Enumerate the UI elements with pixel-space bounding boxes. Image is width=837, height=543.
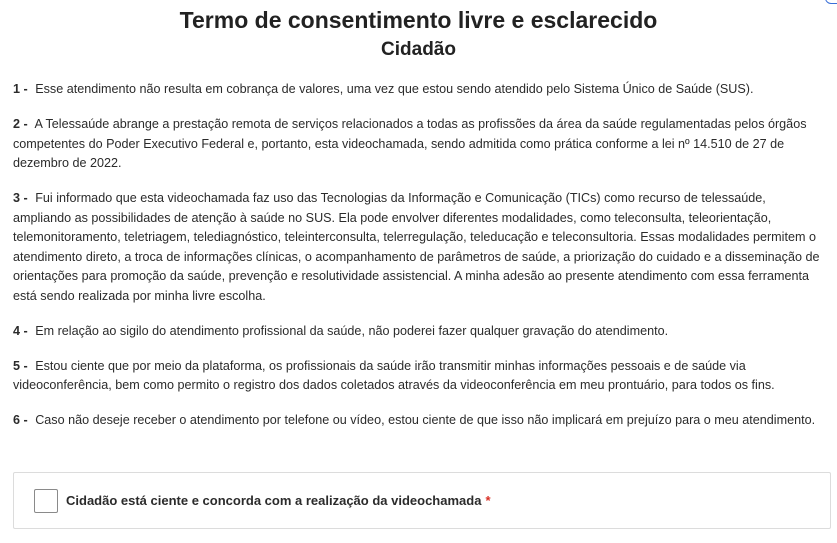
clause-list	[13, 80, 824, 431]
clause-3	[13, 189, 824, 306]
clause-text: A Telessaúde abrange a prestação remota de serviços relacionados a todas as profissões da área da saúde regulamentadas pelos órgãos competentes do Poder Executivo Federal e, portanto, esta videochamada, sendo admitida como prática conforme a lei nº 14.510 de 27 de dezembro de 2022.	[13, 117, 807, 170]
clause-1	[13, 80, 824, 100]
consent-label-text: Cidadão está ciente e concorda com a realização da videochamada	[66, 493, 482, 508]
clause-number: 2 -	[13, 117, 28, 131]
clause-number: 3 -	[13, 191, 28, 205]
clause-4	[13, 322, 824, 342]
clause-text: Em relação ao sigilo do atendimento profissional da saúde, não poderei fazer qualquer gravação do atendimento.	[35, 323, 669, 338]
consent-field	[13, 472, 831, 529]
clause-number: 5 -	[13, 358, 28, 373]
clause-text: Esse atendimento não resulta em cobrança de valores, uma vez que estou sendo atendido pelo Sistema Único de Saúde (SUS).	[35, 82, 754, 96]
partial-icon	[825, 0, 837, 4]
page-title: Termo de consentimento livre e esclarecido	[179, 7, 658, 33]
clause-6	[13, 411, 824, 431]
clause-number: 1 -	[13, 82, 28, 96]
clause-number: 6 -	[13, 413, 28, 427]
clause-5	[13, 357, 824, 396]
page-subtitle: Cidadão	[381, 39, 456, 60]
clause-text: Estou ciente que por meio da plataforma, os profissionais da saúde irão transmitir minhas informações pessoais e de saúde via videoconferência, bem como permito o registro dos dados coletados através da videoconferência em meu prontuário, para todos os fins.	[13, 358, 775, 392]
required-mark: *	[485, 493, 491, 508]
clause-2	[13, 115, 824, 174]
clause-text: Fui informado que esta videochamada faz uso das Tecnologias da Informação e Comunicação (TICs) como recurso de telessaúde, ampliando as possibilidades de atenção à saúde no SUS. Ela pode envolver diferentes modalidades, como teleconsulta, teleorientação, telemonitoramento, teletriagem, telediagnóstico, teleinterconsulta, telerregulação, teleducação e teleconsultoria. Essas modalidades permitem o atendimento direto, a troca de informações clínicas, o acompanhamento de parâmetros de saúde, a priorização do cuidado e a disseminação de orientações para promoção da saúde, prevenção e resolutividade assistencial. A minha adesão ao presente atendimento com essa ferramenta está sendo realizada por minha livre escolha.	[13, 191, 820, 303]
consent-label[interactable]	[66, 493, 491, 508]
clause-number: 4 -	[13, 323, 28, 338]
clause-text: Caso não deseje receber o atendimento por telefone ou vídeo, estou ciente de que isso não implicará em prejuízo para o meu atendimento.	[35, 413, 816, 427]
consent-checkbox[interactable]	[34, 489, 58, 513]
